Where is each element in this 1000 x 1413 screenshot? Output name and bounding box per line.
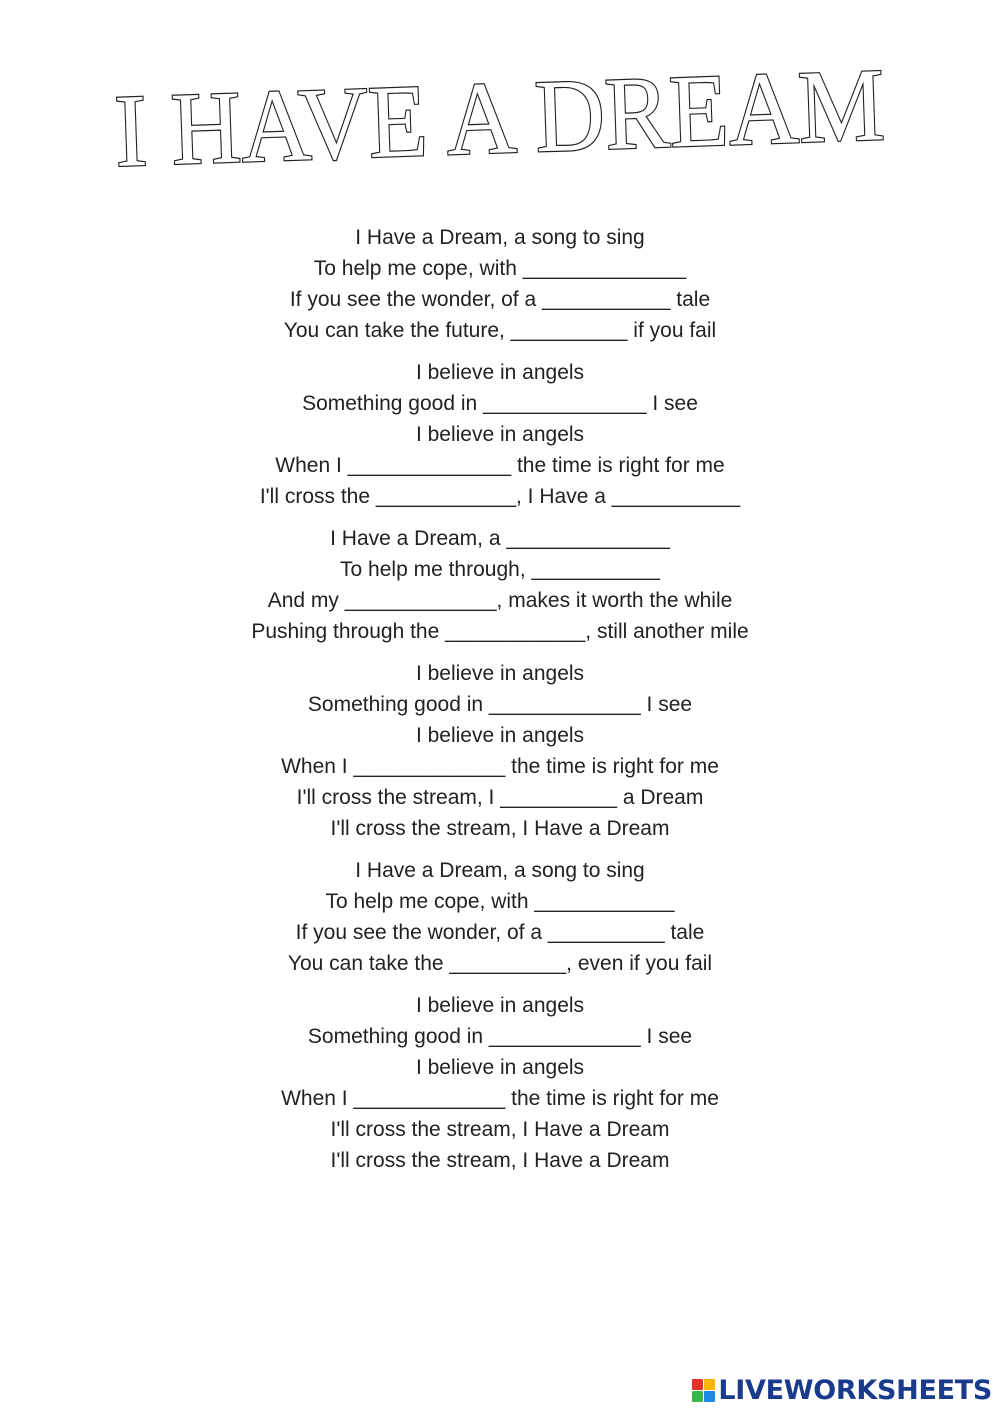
- logo-blocks-icon: [692, 1379, 715, 1402]
- lyric-line: I believe in angels: [415, 724, 585, 747]
- logo-block: [704, 1391, 715, 1402]
- lyrics-body: [0, 222, 1000, 1187]
- stanza-1: [0, 222, 1000, 346]
- title-text: I HAVE A DREAM: [112, 45, 944, 189]
- stanza-3: [0, 523, 1000, 647]
- lyric-line: When I ______________ the time is right for me: [275, 454, 725, 477]
- lyric-line: I Have a Dream, a song to sing: [355, 226, 645, 249]
- lyric-line: You can take the __________, even if you fail: [287, 952, 713, 975]
- lyric-line: I'll cross the stream, I __________ a Dream: [296, 786, 704, 809]
- lyric-line: To help me cope, with ______________: [313, 257, 687, 280]
- lyric-line: I'll cross the ____________, I Have a ___________: [259, 485, 741, 508]
- lyric-line: To help me through, ___________: [340, 558, 660, 581]
- lyric-line: If you see the wonder, of a __________ tale: [295, 921, 705, 944]
- stanza-4: [0, 658, 1000, 844]
- lyric-line: Something good in ______________ I see: [302, 392, 698, 415]
- lyric-line: I'll cross the stream, I Have a Dream: [330, 1118, 670, 1141]
- lyric-line: And my _____________, makes it worth the while: [267, 589, 733, 612]
- lyric-line: I believe in angels: [415, 1056, 585, 1079]
- logo-block: [704, 1379, 715, 1390]
- lyric-line: I'll cross the stream, I Have a Dream: [330, 1149, 670, 1172]
- lyric-line: Something good in _____________ I see: [307, 1025, 693, 1048]
- lyric-line: Pushing through the ____________, still another mile: [251, 620, 749, 643]
- lyric-line: I believe in angels: [415, 662, 585, 685]
- lyric-line: To help me cope, with ____________: [325, 890, 675, 913]
- stanza-5: [0, 855, 1000, 979]
- lyric-line: When I _____________ the time is right for me: [281, 755, 719, 778]
- stanza-6: [0, 990, 1000, 1176]
- lyric-line: I believe in angels: [415, 994, 585, 1017]
- lyric-line: You can take the future, __________ if you fail: [283, 319, 717, 342]
- lyric-line: I believe in angels: [415, 423, 585, 446]
- logo-block: [692, 1391, 703, 1402]
- lyric-line: When I _____________ the time is right for me: [281, 1087, 719, 1110]
- stanza-2: [0, 357, 1000, 512]
- page-title: [110, 45, 944, 200]
- lyric-line: If you see the wonder, of a ___________ tale: [289, 288, 711, 311]
- liveworksheets-logo: [692, 1373, 992, 1407]
- logo-block: [692, 1379, 703, 1390]
- lyric-line: I Have a Dream, a song to sing: [355, 859, 645, 882]
- lyric-line: I believe in angels: [415, 361, 585, 384]
- logo-text: LIVEWORKSHEETS: [718, 1374, 992, 1406]
- title-outline-art: [110, 45, 944, 200]
- lyric-line: I Have a Dream, a ______________: [330, 527, 670, 550]
- lyric-line: Something good in _____________ I see: [307, 693, 693, 716]
- lyric-line: I'll cross the stream, I Have a Dream: [330, 817, 670, 840]
